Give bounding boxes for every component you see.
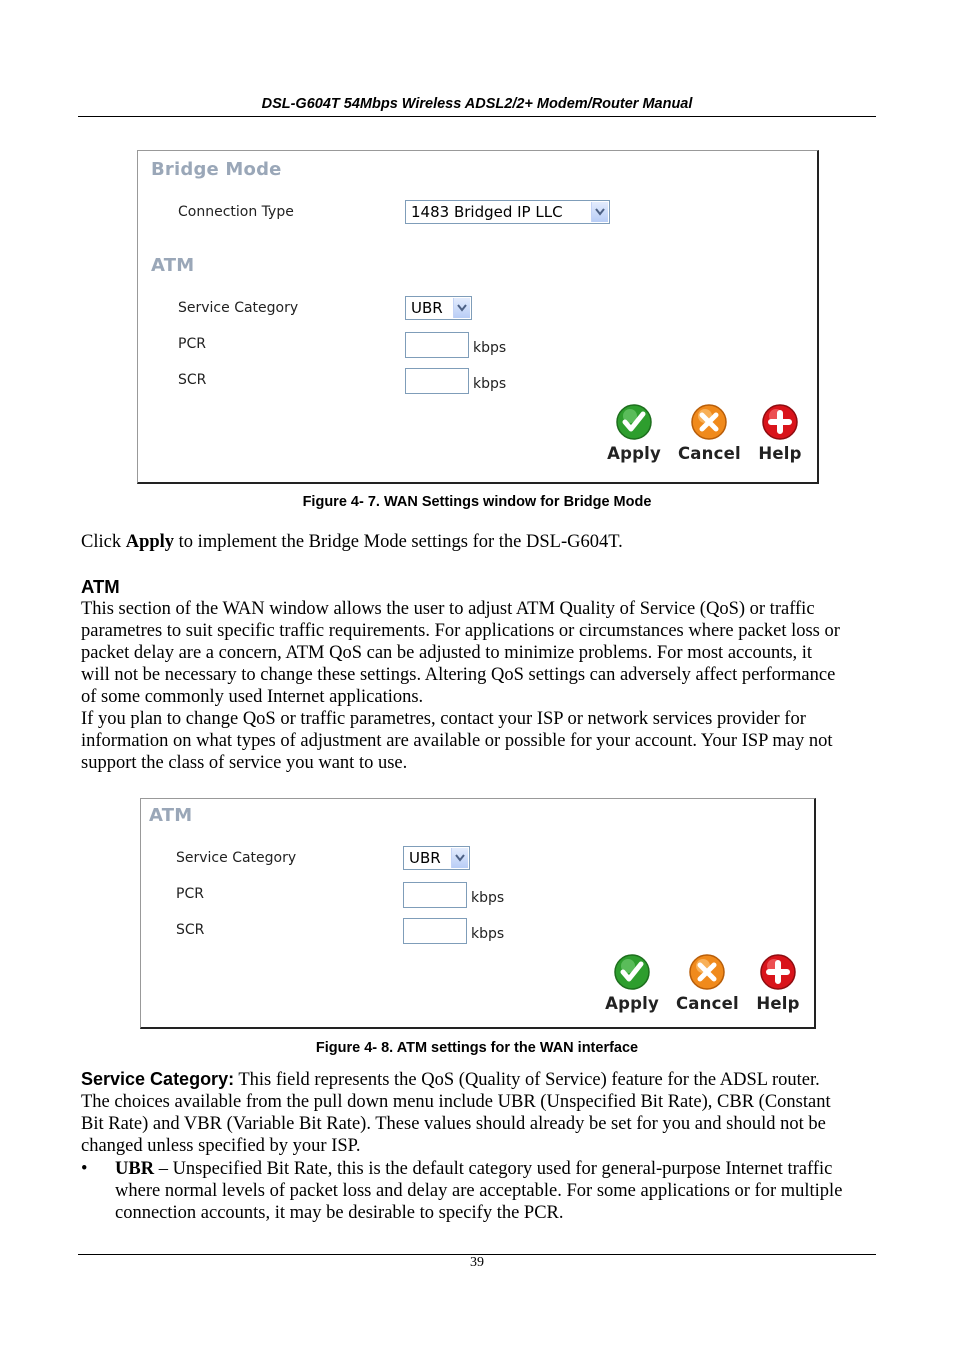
bullet-line: – Unspecified Bit Rate, this is the default category used for general-purpose Internet traffic	[154, 1159, 833, 1179]
scr-unit: kbps	[473, 376, 507, 392]
atm-line: information on what types of adjustment are available or possible for your account. Your ISP may not	[81, 731, 833, 751]
page-number: 39	[470, 1255, 484, 1270]
cancel-button[interactable]	[676, 953, 738, 1019]
service-category-line: This field represents the QoS (Quality of Service) feature for the ADSL router.	[234, 1070, 820, 1090]
service-category-label: Service Category	[178, 300, 299, 316]
apply-label: Apply	[607, 444, 661, 463]
plus-icon	[759, 953, 797, 991]
service-category-first-line	[81, 1068, 876, 1091]
service-category-label: Service Category	[176, 850, 297, 866]
chevron-down-icon	[451, 848, 468, 868]
service-category-paragraph	[81, 1068, 876, 1157]
atm-line: If you plan to change QoS or traffic parametres, contact your ISP or network services provider for	[81, 709, 806, 729]
connection-type-select[interactable]	[405, 200, 610, 224]
service-category-line: changed unless specified by your ISP.	[81, 1136, 361, 1156]
check-icon	[615, 403, 653, 441]
cancel-label: Cancel	[676, 994, 739, 1013]
atm-panel-title: ATM	[149, 805, 193, 826]
atm-line: This section of the WAN window allows the user to adjust ATM Quality of Service (QoS) or traffic	[81, 599, 815, 619]
check-icon	[613, 953, 651, 991]
bullet-line: connection accounts, it may be desirable to specify the PCR.	[115, 1203, 564, 1223]
pcr-input[interactable]	[405, 332, 469, 358]
figure-caption-2: Figure 4- 8. ATM settings for the WAN interface	[315, 1040, 639, 1056]
help-label: Help	[756, 994, 800, 1013]
service-category-value: UBR	[411, 299, 443, 317]
service-category-select[interactable]	[403, 846, 470, 870]
connection-type-label: Connection Type	[178, 204, 294, 220]
help-label: Help	[758, 444, 802, 463]
apply-paragraph-lead: Click	[81, 532, 126, 552]
cancel-label: Cancel	[678, 444, 741, 463]
apply-label: Apply	[605, 994, 659, 1013]
service-category-line: The choices available from the pull down menu include UBR (Unspecified Bit Rate), CBR (Constant	[81, 1092, 831, 1112]
bullet-first-line	[115, 1158, 876, 1180]
chevron-down-icon	[453, 298, 470, 318]
service-category-line: Bit Rate) and VBR (Variable Bit Rate). These values should already be set for you and should not be	[81, 1114, 826, 1134]
apply-button[interactable]	[603, 403, 665, 469]
service-category-heading: Service Category:	[81, 1069, 235, 1089]
pcr-label: PCR	[178, 336, 206, 352]
cancel-button[interactable]	[678, 403, 740, 469]
bullet-dot: •	[81, 1159, 88, 1179]
scr-input[interactable]	[405, 368, 469, 394]
ubr-term: UBR	[115, 1159, 155, 1179]
atm-section-title: ATM	[151, 255, 195, 276]
apply-paragraph-rest: to implement the Bridge Mode settings for the DSL-G604T.	[174, 532, 623, 552]
bullet-body	[115, 1158, 876, 1224]
bridge-mode-panel	[137, 150, 819, 484]
x-icon	[688, 953, 726, 991]
x-icon	[690, 403, 728, 441]
atm-description	[81, 598, 876, 774]
connection-type-value: 1483 Bridged IP LLC	[411, 203, 563, 221]
plus-icon	[761, 403, 799, 441]
apply-paragraph	[81, 531, 876, 553]
service-category-value: UBR	[409, 849, 441, 867]
apply-button[interactable]	[601, 953, 663, 1019]
bridge-mode-title: Bridge Mode	[151, 159, 282, 180]
atm-line: packet delay are a concern, ATM QoS can be adjusted to minimize problems. For most accounts, it	[81, 643, 813, 663]
scr-label: SCR	[178, 372, 207, 388]
help-button[interactable]	[747, 953, 809, 1019]
atm-line: of some commonly used Internet applications.	[81, 687, 424, 707]
figure-caption-1: Figure 4- 7. WAN Settings window for Bridge Mode	[302, 494, 652, 510]
service-category-select[interactable]	[405, 296, 472, 320]
pcr-unit: kbps	[471, 890, 505, 906]
atm-line: will not be necessary to change these settings. Altering QoS settings can adversely affect performance	[81, 665, 836, 685]
scr-input[interactable]	[403, 918, 467, 944]
apply-paragraph-bold: Apply	[125, 532, 175, 552]
atm-heading: ATM	[81, 576, 120, 597]
bullet-line: where normal levels of packet loss and delay are acceptable. For some applications or for multiple	[115, 1181, 843, 1201]
header-rule	[78, 116, 876, 117]
atm-settings-panel	[140, 798, 816, 1029]
pcr-label: PCR	[176, 886, 204, 902]
atm-line: support the class of service you want to use.	[81, 753, 408, 773]
chevron-down-icon	[591, 202, 608, 222]
help-button[interactable]	[749, 403, 811, 469]
pcr-input[interactable]	[403, 882, 467, 908]
page-header: DSL-G604T 54Mbps Wireless ADSL2/2+ Modem/Router Manual	[261, 96, 693, 112]
atm-line: parametres to suit specific traffic requirements. For applications or circumstances where packet loss or	[81, 621, 840, 641]
scr-unit: kbps	[471, 926, 505, 942]
scr-label: SCR	[176, 922, 205, 938]
pcr-unit: kbps	[473, 340, 507, 356]
